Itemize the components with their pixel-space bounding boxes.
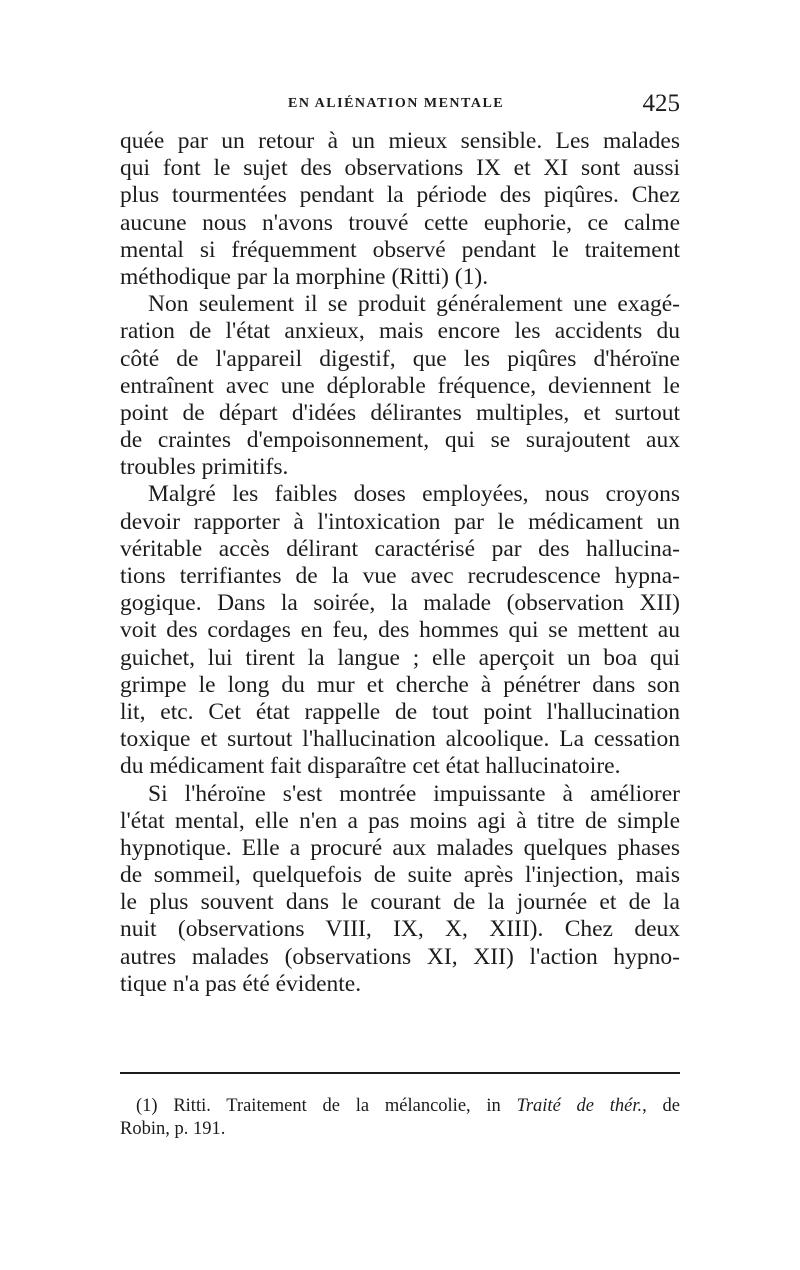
text-line: lit, etc. Cet état rappelle de tout point l'hallucination xyxy=(120,698,680,725)
text-line: ration de l'état anxieux, mais encore les accidents du xyxy=(120,318,680,345)
footnote-separator xyxy=(120,1072,680,1074)
running-title: EN ALIÉNATION MENTALE xyxy=(288,96,505,111)
text-line: tions terrifiantes de la vue avec recrudescence hypna- xyxy=(120,563,680,589)
text-line: méthodique par la morphine (Ritti) (1). xyxy=(120,263,489,290)
text-line: côté de l'appareil digestif, que les piqûres d'héroïne xyxy=(120,345,680,372)
text-line: véritable accès délirant caractérisé par des hallucina- xyxy=(120,535,680,562)
text-line: toxique et surtout l'hallucination alcoolique. La cessation xyxy=(120,726,680,753)
text-line: l'état mental, elle n'en a pas moins agi à titre de simple xyxy=(120,807,680,834)
text-line: guichet, lui tirent la langue ; elle aperçoit un boa qui xyxy=(120,644,680,671)
footnote-line: Robin, p. 191. xyxy=(120,1119,226,1139)
text-line: gogique. Dans la soirée, la malade (observation XII) xyxy=(120,590,680,617)
footnote-line xyxy=(120,1095,680,1118)
footnote xyxy=(120,1095,680,1141)
text-line: nuit (observations VIII, IX, X, XIII). Chez deux xyxy=(120,916,680,943)
text-line: tique n'a pas été évidente. xyxy=(120,970,362,997)
paragraph-first-line: Non seulement il se produit généralement une exagé- xyxy=(148,291,680,318)
text-line: aucune nous n'avons trouvé cette euphorie, ce calme xyxy=(120,209,680,236)
footnote-italic-title: Traité de thér. xyxy=(516,1096,643,1116)
text-line: entraînent avec une déplorable fréquence, deviennent le xyxy=(120,372,680,399)
text-line: mental si fréquemment observé pendant le traitement xyxy=(120,236,680,263)
text-line: plus tourmentées pendant la période des piqûres. Chez xyxy=(120,182,680,209)
running-header xyxy=(120,90,680,118)
text-line: troubles primitifs. xyxy=(120,454,289,481)
body-text xyxy=(120,128,680,998)
text-line: voit des cordages en feu, des hommes qui se mettent au xyxy=(120,617,680,644)
footnote-text: (1) Ritti. Traitement de la mélancolie, in xyxy=(136,1096,517,1116)
text-line: le plus souvent dans le courant de la journée et de la xyxy=(120,889,680,916)
text-line: qui font le sujet des observations IX et XI sont aussi xyxy=(120,155,680,182)
paragraph-first-line: Malgré les faibles doses employées, nous croyons xyxy=(148,481,680,508)
text-line: devoir rapporter à l'intoxication par le médicament un xyxy=(120,508,680,535)
text-line: du médicament fait disparaître cet état hallucinatoire. xyxy=(120,753,621,780)
text-line: de craintes d'empoisonnement, qui se surajoutent aux xyxy=(120,427,680,454)
page-number: 425 xyxy=(642,90,680,117)
text-line: hypnotique. Elle a procuré aux malades quelques phases xyxy=(120,834,680,861)
text-line: point de départ d'idées délirantes multiples, et surtout xyxy=(120,399,680,426)
text-line: autres malades (observations XI, XII) l'action hypno- xyxy=(120,943,680,970)
text-line: de sommeil, quelquefois de suite après l'injection, mais xyxy=(120,862,680,889)
paragraph-first-line: Si l'héroïne s'est montrée impuissante à améliorer xyxy=(148,780,680,807)
footnote-text-suffix: , de xyxy=(642,1096,681,1116)
text-line: quée par un retour à un mieux sensible. Les malades xyxy=(120,128,680,154)
text-line: grimpe le long du mur et cherche à pénétrer dans son xyxy=(120,671,680,698)
